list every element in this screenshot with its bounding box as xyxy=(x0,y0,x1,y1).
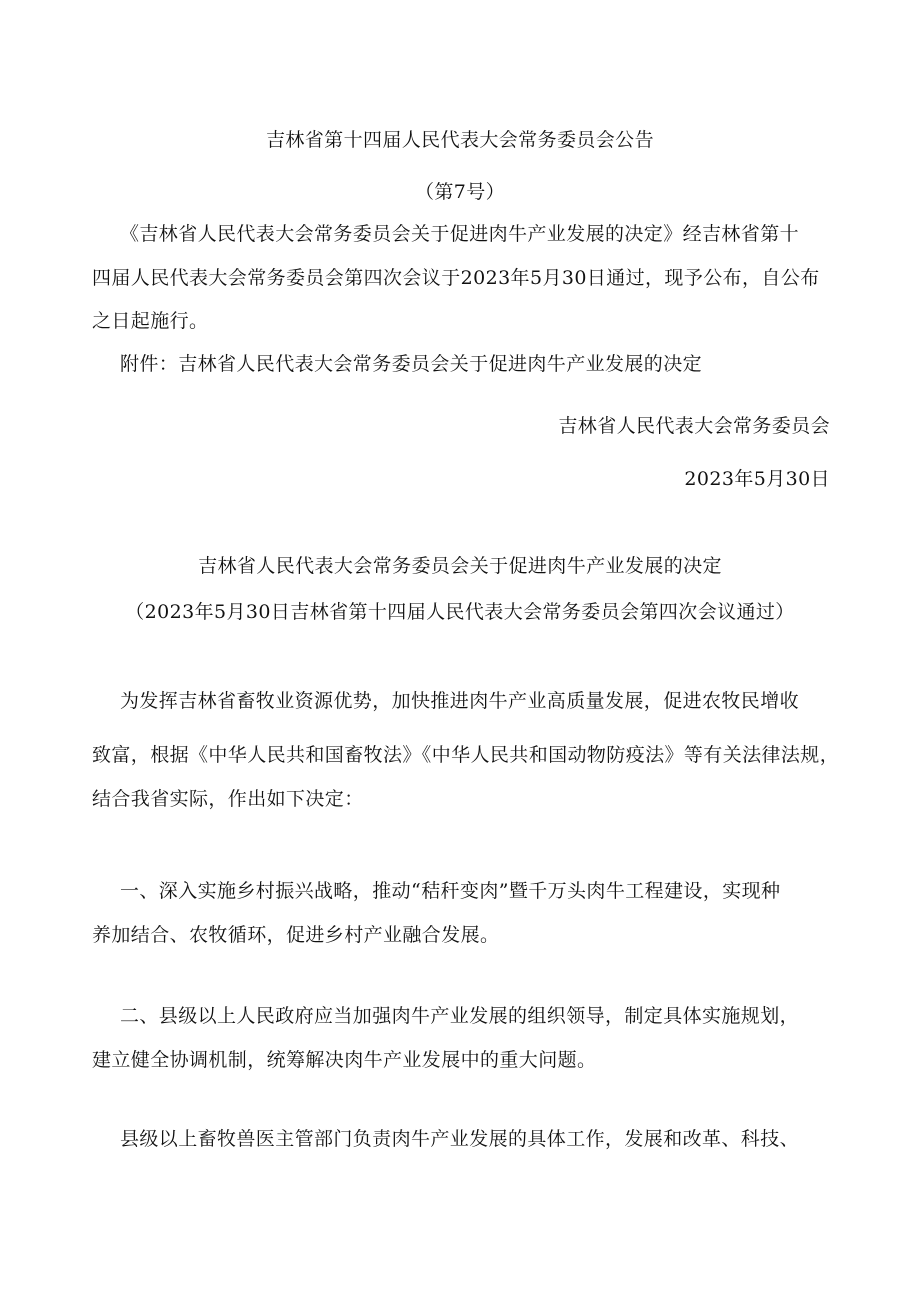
intro-paragraph-line: 致富，根据《中华人民共和国畜牧法》《中华人民共和国动物防疫法》等有关法律法规， xyxy=(92,744,840,766)
decision-subtitle: （2023年5月30日吉林省第十四届人民代表大会常务委员会第四次会议通过） xyxy=(125,601,795,623)
issuer-signature: 吉林省人民代表大会常务委员会 xyxy=(558,415,830,437)
announcement-paragraph-line: 四届人民代表大会常务委员会第四次会议于2023年5月30日通过，现予公布，自公布 xyxy=(92,267,820,289)
item-one-line: 一、深入实施乡村振兴战略，推动“秸秆变肉”暨千万头肉牛工程建设，实现种 xyxy=(120,880,781,902)
intro-paragraph-line: 结合我省实际，作出如下决定： xyxy=(92,788,364,810)
item-one-line: 养加结合、农牧循环，促进乡村产业融合发展。 xyxy=(92,924,500,946)
issue-date: 2023年5月30日 xyxy=(684,468,830,490)
announcement-title: 吉林省第十四届人民代表大会常务委员会公告 xyxy=(265,129,654,151)
item-three-line: 县级以上畜牧兽医主管部门负责肉牛产业发展的具体工作，发展和改革、科技、 xyxy=(120,1128,800,1150)
announcement-number: （第7号） xyxy=(414,181,506,203)
announcement-paragraph-line: 之日起施行。 xyxy=(92,310,209,332)
intro-paragraph-line: 为发挥吉林省畜牧业资源优势，加快推进肉牛产业高质量发展，促进农牧民增收 xyxy=(120,690,800,712)
announcement-paragraph-line: 《吉林省人民代表大会常务委员会关于促进肉牛产业发展的决定》经吉林省第十 xyxy=(120,223,800,245)
decision-title: 吉林省人民代表大会常务委员会关于促进肉牛产业发展的决定 xyxy=(198,555,722,577)
item-two-line: 二、县级以上人民政府应当加强肉牛产业发展的组织领导，制定具体实施规划， xyxy=(120,1005,800,1027)
item-two-line: 建立健全协调机制，统筹解决肉牛产业发展中的重大问题。 xyxy=(92,1049,597,1071)
attachment-line: 附件：吉林省人民代表大会常务委员会关于促进肉牛产业发展的决定 xyxy=(120,353,703,375)
